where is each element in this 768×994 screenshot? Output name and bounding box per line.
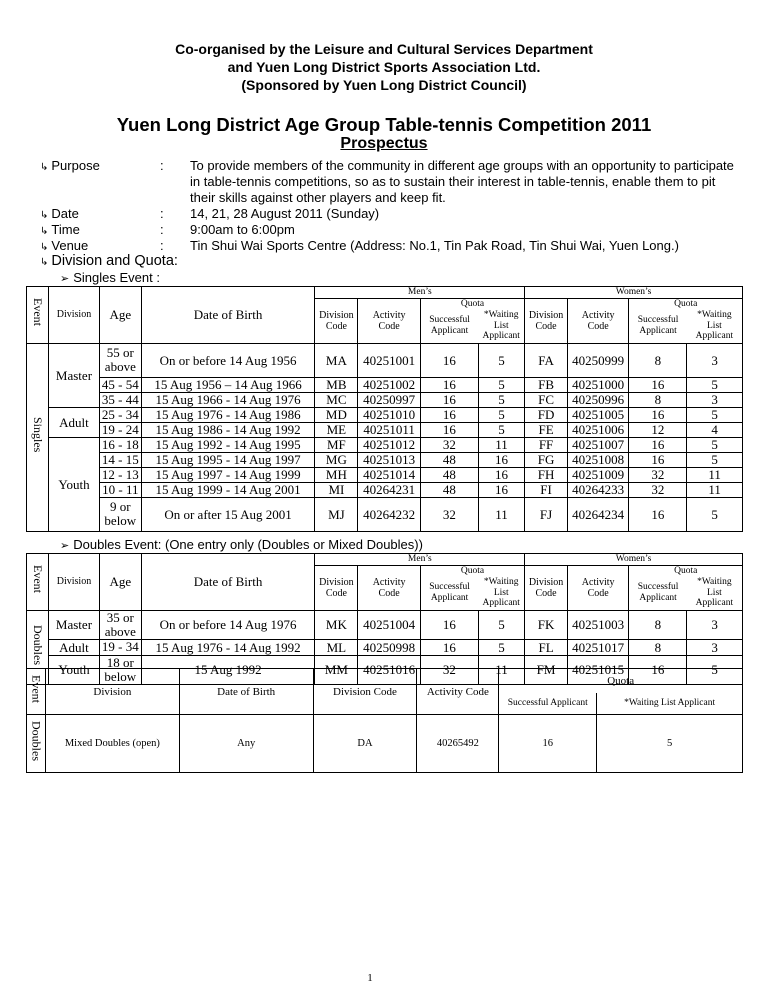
mens-successful: 16 (420, 377, 478, 392)
mens-quota-header: Quota (420, 565, 524, 576)
womens-waiting: 11 (687, 467, 743, 482)
division-cell: Youth (49, 437, 100, 531)
womens-activity-code: 40251017 (567, 639, 628, 655)
singles-table (26, 286, 743, 532)
mens-division-code: MG (315, 452, 358, 467)
mens-successful: 32 (420, 497, 478, 531)
mixed-division: Mixed Doubles (open) (45, 715, 179, 773)
mens-activity-code: 40251012 (358, 437, 421, 452)
mens-division-code: MH (315, 467, 358, 482)
womens-division-code: FH (525, 467, 568, 482)
mens-successful: 32 (420, 437, 478, 452)
mens-activity-code: 40251014 (358, 467, 421, 482)
mixed-waiting: 5 (597, 715, 743, 773)
womens-waiting: 5 (687, 452, 743, 467)
womens-division-code: FA (525, 343, 568, 377)
dob-cell: 15 Aug 1995 - 14 Aug 1997 (141, 452, 315, 467)
womens-waiting: 5 (687, 655, 743, 684)
age-cell: 18 or below (99, 655, 141, 684)
mens-waiting: 16 (478, 452, 524, 467)
table-row (27, 377, 743, 392)
womens-division-code: FC (525, 392, 568, 407)
mens-waiting: 11 (478, 497, 524, 531)
mixed-activity-code: 40265492 (417, 715, 499, 773)
mens-division-code: MJ (315, 497, 358, 531)
womens-waiting: 5 (687, 407, 743, 422)
division-cell: Master (49, 610, 100, 639)
mixed-division-code: DA (313, 715, 417, 773)
purpose-label: ↳ Purpose (40, 158, 100, 173)
mens-division-code: MI (315, 482, 358, 497)
time-label: ↳ Time (40, 222, 80, 237)
event-header: Event (27, 554, 49, 611)
womens-successful: 8 (629, 639, 687, 655)
mens-division-code: MK (315, 610, 358, 639)
mens-activity-code: 40251004 (358, 610, 421, 639)
event-cell: Doubles (27, 715, 46, 773)
age-cell: 9 or below (99, 497, 141, 531)
dob-cell: 15 Aug 1992 (141, 655, 315, 684)
womens-division-code: FD (525, 407, 568, 422)
mens-successful: 48 (420, 467, 478, 482)
womens-successful: 32 (629, 467, 687, 482)
womens-successful: 12 (629, 422, 687, 437)
venue-value: Tin Shui Wai Sports Centre (Address: No.1, Tin Pak Road, Tin Shui Wai, Yuen Long.) (190, 238, 679, 253)
purpose-text: To provide members of the community in different age groups with an opportunity to participate in table-tennis competitions, so as to sustain their interest in table-tennis, enable them to pit their skills against other players and keep fit. (190, 158, 734, 205)
mens-waiting: 5 (478, 392, 524, 407)
table-row (27, 422, 743, 437)
table-row (27, 437, 743, 452)
dob-cell: On or before 14 Aug 1976 (141, 610, 315, 639)
mens-waiting: 5 (478, 610, 524, 639)
age-cell: 19 - 34 (99, 639, 141, 655)
mens-division-code: MB (315, 377, 358, 392)
mens-activity-code: 40264231 (358, 482, 421, 497)
mens-waiting-header: *Waiting List Applicant (478, 309, 524, 343)
womens-successful: 16 (629, 407, 687, 422)
womens-successful: 16 (629, 377, 687, 392)
venue-label: ↳ Venue (40, 238, 89, 253)
mens-activity-code: 40251002 (358, 377, 421, 392)
singles-heading: ➢ Singles Event : (60, 270, 160, 285)
doubles-heading: ➢ Doubles Event: (One entry only (Doubles or Mixed Doubles)) (60, 537, 423, 552)
sponsor-line: (Sponsored by Yuen Long District Council) (241, 77, 527, 93)
age-cell: 19 - 24 (99, 422, 141, 437)
womens-division-code-header: Division Code (525, 565, 568, 610)
womens-waiting-header: *Waiting List Applicant (687, 309, 743, 343)
event-cell: Singles (27, 343, 49, 531)
event-header: Event (27, 287, 49, 344)
mens-division-code: ME (315, 422, 358, 437)
dob-cell: 15 Aug 1992 - 14 Aug 1995 (141, 437, 315, 452)
mens-division-code: MD (315, 407, 358, 422)
date-value: 14, 21, 28 August 2011 (Sunday) (190, 206, 380, 221)
dob-cell: 15 Aug 1986 - 14 Aug 1992 (141, 422, 315, 437)
mens-activity-code: 40251013 (358, 452, 421, 467)
mens-division-code: MF (315, 437, 358, 452)
dob-header: Date of Birth (141, 287, 315, 344)
mens-successful: 16 (420, 407, 478, 422)
womens-successful: 16 (629, 655, 687, 684)
womens-waiting-header: *Waiting List Applicant (687, 576, 743, 610)
mens-successful-header: Successful Applicant (420, 309, 478, 343)
mens-successful: 48 (420, 452, 478, 467)
age-cell: 16 - 18 (99, 437, 141, 452)
table-row (27, 343, 743, 377)
table-row (27, 467, 743, 482)
age-cell: 12 - 13 (99, 467, 141, 482)
womens-activity-code: 40251009 (567, 467, 628, 482)
mens-waiting: 16 (478, 482, 524, 497)
mens-successful: 16 (420, 639, 478, 655)
dob-cell: On or after 15 Aug 2001 (141, 497, 315, 531)
organiser-line: and Yuen Long District Sports Association Ltd. (227, 59, 541, 75)
dob-cell: 15 Aug 1976 - 14 Aug 1992 (141, 639, 315, 655)
womens-activity-code: 40250999 (567, 343, 628, 377)
age-cell: 10 - 11 (99, 482, 141, 497)
mixed-quota-header: Quota (499, 669, 743, 693)
table-row (27, 610, 743, 639)
womens-division-code-header: Division Code (525, 298, 568, 343)
womens-activity-code: 40251007 (567, 437, 628, 452)
bullet-icon: ↳ (40, 210, 49, 221)
separator: : (160, 158, 164, 173)
separator: : (160, 238, 164, 253)
womens-division-code: FK (525, 610, 568, 639)
bullet-icon: ↳ (40, 257, 49, 268)
mens-successful: 48 (420, 482, 478, 497)
womens-waiting: 3 (687, 610, 743, 639)
document-subtitle: Prospectus (340, 135, 428, 152)
doubles-table (26, 553, 743, 685)
age-header: Age (99, 287, 141, 344)
womens-successful: 8 (629, 610, 687, 639)
mens-header: Men’s (315, 287, 525, 299)
womens-activity-code: 40264233 (567, 482, 628, 497)
womens-successful: 8 (629, 392, 687, 407)
womens-successful: 32 (629, 482, 687, 497)
table-row (27, 639, 743, 655)
age-cell: 25 - 34 (99, 407, 141, 422)
womens-waiting: 11 (687, 482, 743, 497)
mens-division-code-header: Division Code (315, 298, 358, 343)
womens-division-code: FF (525, 437, 568, 452)
mixed-division-code-header: Division Code (313, 669, 417, 715)
mixed-dob: Any (179, 715, 313, 773)
mens-waiting: 5 (478, 377, 524, 392)
womens-division-code: FM (525, 655, 568, 684)
dob-cell: 15 Aug 1976 - 14 Aug 1986 (141, 407, 315, 422)
division-quota-heading: ↳ Division and Quota: (40, 253, 178, 269)
mens-division-code: MC (315, 392, 358, 407)
womens-successful-header: Successful Applicant (629, 576, 687, 610)
dob-cell: 15 Aug 1999 - 14 Aug 2001 (141, 482, 315, 497)
mens-waiting: 5 (478, 422, 524, 437)
mens-successful: 16 (420, 343, 478, 377)
mens-quota-header: Quota (420, 298, 524, 309)
division-header: Division (49, 287, 100, 344)
mens-activity-code: 40250998 (358, 639, 421, 655)
womens-activity-code: 40251008 (567, 452, 628, 467)
mens-activity-code: 40250997 (358, 392, 421, 407)
womens-successful: 16 (629, 497, 687, 531)
dob-cell: 15 Aug 1997 - 14 Aug 1999 (141, 467, 315, 482)
table-row (27, 497, 743, 531)
mixed-dob-header: Date of Birth (179, 669, 313, 715)
document-title: Yuen Long District Age Group Table-tennis Competition 2011 (116, 114, 652, 135)
womens-waiting: 3 (687, 639, 743, 655)
date-label: ↳ Date (40, 206, 79, 221)
mens-successful: 16 (420, 422, 478, 437)
womens-waiting: 5 (687, 437, 743, 452)
page-number: 1 (367, 972, 373, 984)
dob-cell: 15 Aug 1966 - 14 Aug 1976 (141, 392, 315, 407)
womens-waiting: 5 (687, 497, 743, 531)
mens-waiting: 16 (478, 467, 524, 482)
mens-successful: 32 (420, 655, 478, 684)
age-cell: 45 - 54 (99, 377, 141, 392)
womens-division-code: FL (525, 639, 568, 655)
mens-activity-code: 40251001 (358, 343, 421, 377)
mens-activity-code: 40264232 (358, 497, 421, 531)
womens-activity-code-header: Activity Code (567, 565, 628, 610)
division-cell: Adult (49, 639, 100, 655)
mixed-doubles-table (26, 668, 743, 773)
dob-cell: 15 Aug 1956 – 14 Aug 1966 (141, 377, 315, 392)
separator: : (160, 206, 164, 221)
womens-activity-code: 40251003 (567, 610, 628, 639)
mens-waiting: 5 (478, 343, 524, 377)
arrow-icon: ➢ (60, 540, 70, 552)
organiser-block (0, 40, 768, 94)
mens-header: Men’s (315, 554, 525, 566)
womens-activity-code: 40251005 (567, 407, 628, 422)
womens-activity-code: 40250996 (567, 392, 628, 407)
division-cell: Master (49, 343, 100, 407)
womens-successful: 16 (629, 452, 687, 467)
womens-quota-header: Quota (629, 298, 743, 309)
womens-activity-code: 40251000 (567, 377, 628, 392)
womens-division-code: FJ (525, 497, 568, 531)
womens-division-code: FG (525, 452, 568, 467)
womens-waiting: 3 (687, 343, 743, 377)
womens-quota-header: Quota (629, 565, 743, 576)
bullet-icon: ↳ (40, 242, 49, 253)
division-header: Division (49, 554, 100, 611)
mens-waiting: 5 (478, 407, 524, 422)
table-row (27, 482, 743, 497)
age-header: Age (99, 554, 141, 611)
mixed-successful-header: Successful Applicant (499, 693, 597, 715)
womens-successful-header: Successful Applicant (629, 309, 687, 343)
mens-activity-code-header: Activity Code (358, 565, 421, 610)
womens-division-code: FB (525, 377, 568, 392)
table-row (27, 407, 743, 422)
mens-activity-code: 40251011 (358, 422, 421, 437)
mens-successful: 16 (420, 610, 478, 639)
organiser-line: Co-organised by the Leisure and Cultural Services Department (175, 41, 593, 57)
mens-division-code: MM (315, 655, 358, 684)
womens-activity-code: 40264234 (567, 497, 628, 531)
mixed-division-header: Division (45, 669, 179, 715)
event-cell: Doubles (27, 610, 49, 684)
womens-activity-code: 40251006 (567, 422, 628, 437)
mens-division-code: MA (315, 343, 358, 377)
mixed-successful: 16 (499, 715, 597, 773)
womens-waiting: 3 (687, 392, 743, 407)
mens-waiting: 5 (478, 639, 524, 655)
mens-waiting: 11 (478, 437, 524, 452)
womens-successful: 8 (629, 343, 687, 377)
mens-activity-code: 40251016 (358, 655, 421, 684)
arrow-icon: ➢ (60, 273, 70, 285)
bullet-icon: ↳ (40, 226, 49, 237)
mens-activity-code: 40251010 (358, 407, 421, 422)
time-value: 9:00am to 6:00pm (190, 222, 295, 237)
dob-cell: On or before 14 Aug 1956 (141, 343, 315, 377)
mixed-activity-code-header: Activity Code (417, 669, 499, 715)
mens-division-code: ML (315, 639, 358, 655)
womens-waiting: 5 (687, 377, 743, 392)
table-row (27, 452, 743, 467)
age-cell: 35 - 44 (99, 392, 141, 407)
division-cell: Youth (49, 655, 100, 684)
mens-successful: 16 (420, 392, 478, 407)
event-header: Event (27, 669, 46, 715)
dob-header: Date of Birth (141, 554, 315, 611)
womens-header: Women’s (525, 554, 743, 566)
age-cell: 55 or above (99, 343, 141, 377)
mens-activity-code-header: Activity Code (358, 298, 421, 343)
separator: : (160, 222, 164, 237)
womens-division-code: FI (525, 482, 568, 497)
womens-header: Women’s (525, 287, 743, 299)
mens-waiting-header: *Waiting List Applicant (478, 576, 524, 610)
division-cell: Adult (49, 407, 100, 437)
womens-division-code: FE (525, 422, 568, 437)
womens-waiting: 4 (687, 422, 743, 437)
womens-successful: 16 (629, 437, 687, 452)
age-cell: 14 - 15 (99, 452, 141, 467)
mens-waiting: 11 (478, 655, 524, 684)
mens-successful-header: Successful Applicant (420, 576, 478, 610)
mens-division-code-header: Division Code (315, 565, 358, 610)
womens-activity-code: 40251015 (567, 655, 628, 684)
age-cell: 35 or above (99, 610, 141, 639)
table-row (27, 392, 743, 407)
mixed-waiting-header: *Waiting List Applicant (597, 693, 743, 715)
bullet-icon: ↳ (40, 162, 49, 173)
womens-activity-code-header: Activity Code (567, 298, 628, 343)
